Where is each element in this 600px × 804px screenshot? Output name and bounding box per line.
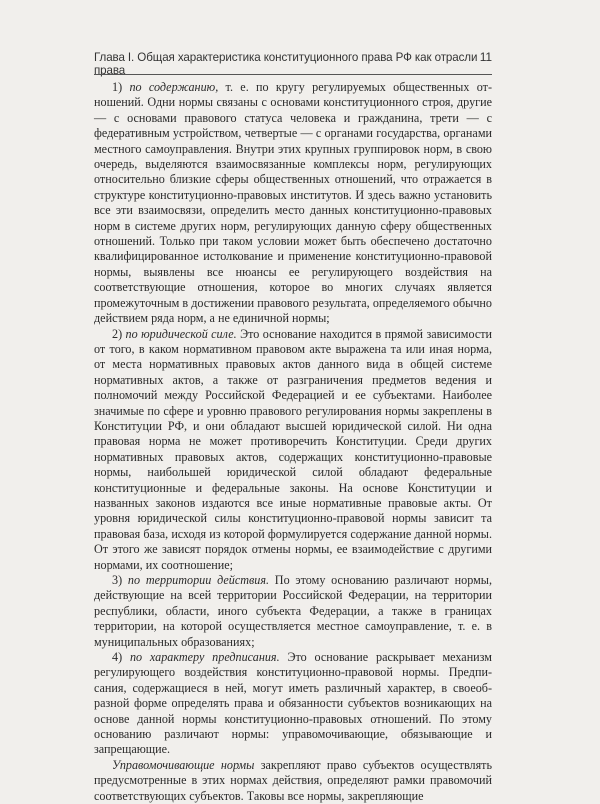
page-number: 11 (479, 50, 492, 64)
body-text (94, 80, 492, 804)
emphasized-term: по юридической силе. (125, 326, 237, 341)
paragraph-text: закрепляют право субъектов осуществлять предусмотренные в этих нормах действия, определяют рамки правомочий соответствующих субъектов. Таковы все нормы, закрепляющие (94, 757, 492, 803)
running-title: Глава I. Общая характеристика конституционного права РФ как отрасли права (94, 51, 478, 77)
paragraph-1 (94, 80, 492, 327)
paragraph-text: По этому основанию различают нормы, действующие на всей территории Российской Федерации, на территории республики, области, иного субъекта Федерации, а также в границах территории, на которой осуществляется местное самоуправление, т. е. в муниципальных образованиях; (94, 573, 492, 649)
header-rule (94, 74, 492, 75)
emphasized-term: по территории действия. (127, 573, 269, 587)
paragraph-3 (94, 573, 492, 650)
list-marker: 1) (112, 80, 130, 94)
paragraph-4 (94, 650, 492, 758)
paragraph-5 (94, 758, 492, 804)
list-marker: 4) (112, 650, 130, 665)
running-head (94, 50, 492, 77)
emphasized-term: по содержанию, (129, 80, 219, 94)
list-marker: 2) (112, 326, 126, 341)
emphasized-term: Управомочивающие нормы (112, 757, 255, 772)
paragraph-text: Это основание находится в прямой зависимости от того, в каком нормативном правовом акте выражена та или иная норма, от места нормативных правовых актов данного вида в общей системе нормативных актов, а также от разграничения предметов ведения и полномочий между Российской Федерацией и ее субъектами. Наиболее значимые по сфере и уровню правового регулирования нормы закреплены в Конституции РФ, и они обладают высшей юридической силой. Ни одна правовая норма не может противоречить Конституции. Среди других нормативных правовых актов, содержащих конституционно-правовые нормы, наибольшей юридической силой обладают федеральные конституционные и федеральные законы. На основе Конституции и названных законов издаются все иные нормативные правовые акты. От уровня юридической силы конституционно-правовой нормы зависит та правовая база, исходя из которой формулируется содержание данной нормы. От этого же зависят порядок отмены нормы, ее взаимодействие с другими нормами, их соотношение; (94, 326, 493, 572)
paragraph-text: т. е. по кругу регулируемых общественных отношений. Одни нормы связаны с основами конституционного строя, другие — с основами правового статуса человека и гражданина, трети — с федеративным устройством, четвертые — с органами государства, органами местного самоуправления. Внутри этих крупных группировок норм, в свою очередь, выделяются взаимосвязанные комплексы норм, регулирующих относительно близкие сферы общественных отношений, что отражается в структуре конституционно-правовых институтов. И здесь важно установить все эти взаимосвязи, определить место данных конституционно-правовых норм в системе других норм, регулирующих данную сферу общественных отношений. Только при таком условии может быть обеспечено достаточно квалифицированное истолкование и применение конституционно-правовой нормы, выявлены все нюансы ее регулирующего воздействия на соответствующие отношения, которое во многих случаях является промежуточным в достижении правового результата, определяемого обычно действием ряда норм, а не единичной нормы; (94, 80, 492, 326)
paragraph-text: Это основание раскрывает механизм регулирующего воздействия конституционно-правовой нормы. Предписания, содержащиеся в ней, могут иметь различный характер, в своеобразной форме определять права и обязанности субъектов возникающих на основе данной нормы конституционно-правовых отношений. По этому основанию различают нормы: управомочивающие, обязывающие и запрещающие. (94, 650, 492, 757)
paragraph-2 (94, 327, 492, 574)
emphasized-term: по характеру предписания. (129, 650, 280, 665)
list-marker: 3) (112, 573, 128, 587)
